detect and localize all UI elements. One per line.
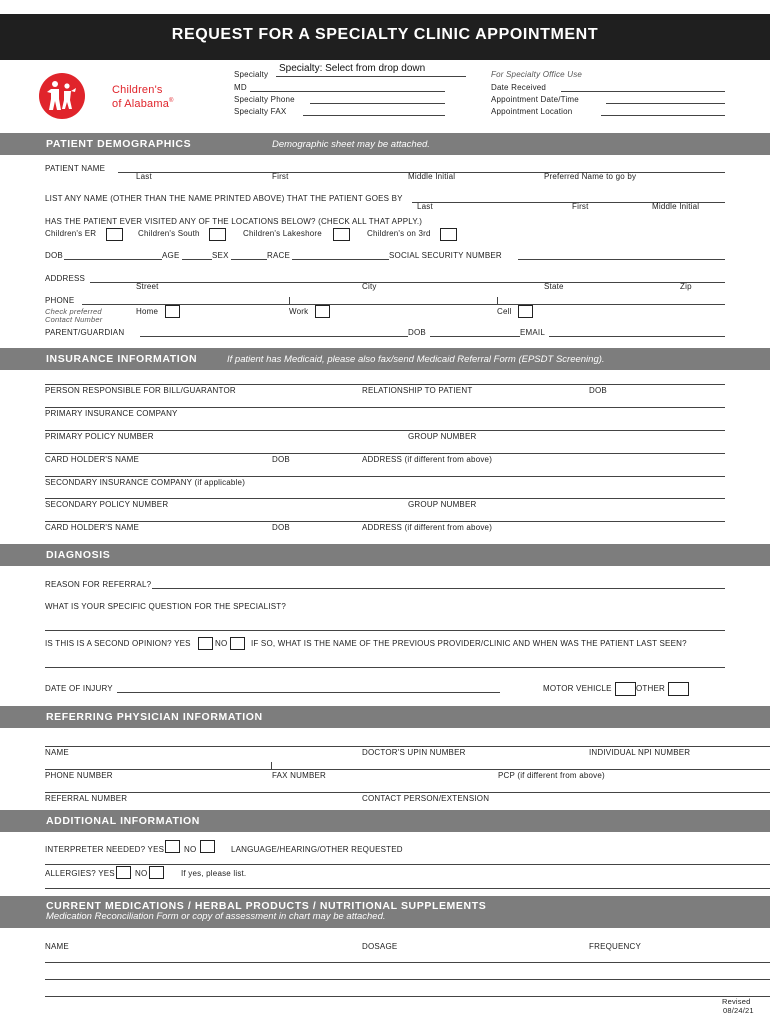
allergies-list-label: If yes, please list. [181,869,247,878]
additional-section-header [0,810,770,832]
other-middle-label: Middle Initial [652,202,700,211]
language-label: LANGUAGE/HEARING/OTHER REQUESTED [231,845,403,854]
loc-3rd-checkbox[interactable] [440,228,457,241]
other-first-label: First [572,202,589,211]
guarantor-dob-label: DOB [589,386,607,395]
specialty-fax-label: Specialty FAX [234,107,287,116]
middle-initial-label: Middle Initial [408,172,456,181]
address-label: ADDRESS [45,274,86,283]
diagnosis-heading: DIAGNOSIS [46,549,111,561]
referral-number-label: REFERRAL NUMBER [45,794,128,803]
date-received-label: Date Received [491,83,547,92]
address-diff-label: ADDRESS (if different from above) [362,455,493,464]
secondary-company-label: SECONDARY INSURANCE COMPANY (if applicable) [45,478,246,487]
ssn-field[interactable] [518,259,725,260]
phone-fax-divider [271,762,272,770]
primary-company-field[interactable] [45,407,725,408]
insurance-heading: INSURANCE INFORMATION [46,353,198,365]
med-row-2[interactable] [45,979,770,980]
physician-phone-label: PHONE NUMBER [45,771,113,780]
diagnosis-section-header [0,544,770,566]
medications-note: Medication Reconciliation Form or copy of assessment in chart may be attached. [46,911,386,922]
physician-name-label: NAME [45,748,69,757]
demographics-note: Demographic sheet may be attached. [272,139,430,150]
loc-er-label: Children's ER [45,229,97,238]
cell-label: Cell [497,307,512,316]
interpreter-label: INTERPRETER NEEDED? YES [45,845,165,854]
language-field[interactable] [45,864,770,865]
loc-lakeshore-checkbox[interactable] [333,228,350,241]
card-holder2-label: CARD HOLDER'S NAME [45,523,140,532]
med-name-label: NAME [45,942,69,951]
registered-icon: ® [169,98,174,104]
office-use-heading: For Specialty Office Use [491,70,583,79]
guardian-dob-field[interactable] [430,336,520,337]
appointment-datetime-field[interactable] [606,103,725,104]
guarantor-field[interactable] [45,384,725,385]
allergies-label: ALLERGIES? YES [45,869,115,878]
interpreter-no-checkbox[interactable] [200,840,215,853]
card-holder2-field[interactable] [45,521,725,522]
demographics-section-header [0,133,770,155]
referring-section-header [0,706,770,728]
primary-policy-label: PRIMARY POLICY NUMBER [45,432,154,441]
email-field[interactable] [549,336,725,337]
upin-label: DOCTOR'S UPIN NUMBER [362,748,466,757]
fax-label: FAX NUMBER [272,771,327,780]
injury-date-label: DATE OF INJURY [45,684,113,693]
specialty-fax-field[interactable] [303,115,445,116]
visited-question: HAS THE PATIENT EVER VISITED ANY OF THE LOCATIONS BELOW? (CHECK ALL THAT APPLY.) [45,217,423,226]
dob-label: DOB [45,251,63,260]
question-label: WHAT IS YOUR SPECIFIC QUESTION FOR THE SPECIALIST? [45,602,287,611]
race-label: RACE [267,251,291,260]
loc-south-checkbox[interactable] [209,228,226,241]
other-checkbox[interactable] [668,682,689,696]
guardian-label: PARENT/GUARDIAN [45,328,125,337]
revised-date: 08/24/21 [723,1006,754,1015]
guardian-field[interactable] [140,336,408,337]
injury-date-field[interactable] [117,692,500,693]
home-checkbox[interactable] [165,305,180,318]
demographics-heading: PATIENT DEMOGRAPHICS [46,138,192,150]
page-title: REQUEST FOR A SPECIALTY CLINIC APPOINTMENT [171,26,599,43]
additional-heading: ADDITIONAL INFORMATION [46,815,200,827]
motor-vehicle-label: MOTOR VEHICLE [543,684,612,693]
guardian-dob-label: DOB [408,328,426,337]
relationship-label: RELATIONSHIP TO PATIENT [362,386,473,395]
card-holder-label: CARD HOLDER'S NAME [45,455,140,464]
phone-divider-1 [289,297,290,305]
sex-field[interactable] [231,259,267,260]
interpreter-no-label: NO [184,845,197,854]
loc-er-checkbox[interactable] [106,228,123,241]
previous-provider-label: IF SO, WHAT IS THE NAME OF THE PREVIOUS PROVIDER/CLINIC AND WHEN WAS THE PATIENT LAST SEEN? [251,639,687,648]
age-label: AGE [162,251,180,260]
allergies-field[interactable] [45,888,770,889]
specialty-phone-label: Specialty Phone [234,95,295,104]
sex-label: SEX [212,251,229,260]
logo-line2 [112,98,174,110]
cell-checkbox[interactable] [518,305,533,318]
work-checkbox[interactable] [315,305,330,318]
allergies-yes-checkbox[interactable] [116,866,131,879]
referral-number-field[interactable] [45,792,770,793]
guarantor-label: PERSON RESPONSIBLE FOR BILL/GUARANTOR [45,386,236,395]
previous-provider-field[interactable] [45,667,725,668]
address-diff2-label: ADDRESS (if different from above) [362,523,493,532]
phone-divider-2 [497,297,498,305]
loc-south-label: Children's South [138,229,200,238]
medications-section-header [0,896,770,928]
allergies-no-label: NO [135,869,148,878]
work-label: Work [289,307,309,316]
allergies-no-checkbox[interactable] [149,866,164,879]
specialty-label: Specialty [234,70,269,79]
med-row-1[interactable] [45,962,770,963]
address-field[interactable] [90,282,725,283]
medications-heading: CURRENT MEDICATIONS / HERBAL PRODUCTS / NUTRITIONAL SUPPLEMENTS [46,900,487,912]
other-last-label: Last [417,202,433,211]
card-holder-field[interactable] [45,453,725,454]
primary-policy-field[interactable] [45,430,725,431]
frequency-label: FREQUENCY [589,942,642,951]
race-field[interactable] [292,259,389,260]
childrens-logo [38,72,198,120]
reason-field[interactable] [152,588,725,589]
med-row-3[interactable] [45,996,770,997]
revised-label: Revised [722,997,751,1006]
secondary-policy-label: SECONDARY POLICY NUMBER [45,500,169,509]
city-label: City [362,282,377,291]
specialty-phone-field[interactable] [310,103,445,104]
loc-lakeshore-label: Children's Lakeshore [243,229,322,238]
appointment-location-field[interactable] [601,115,725,116]
second-opinion-no-label: NO [215,639,228,648]
logo-line2-text: of Alabama [112,98,170,110]
logo-line1: Children's [112,84,163,96]
secondary-policy-field[interactable] [45,498,725,499]
interpreter-yes-checkbox[interactable] [165,840,180,853]
state-label: State [544,282,564,291]
specialty-dropdown[interactable] [276,62,466,77]
npi-label: INDIVIDUAL NPI NUMBER [589,748,691,757]
loc-3rd-label: Children's on 3rd [367,229,431,238]
insurance-section-header [0,348,770,370]
patient-name-label: PATIENT NAME [45,164,106,173]
motor-vehicle-checkbox[interactable] [615,682,636,696]
zip-label: Zip [680,282,692,291]
pcp-label: PCP (if different from above) [498,771,605,780]
md-label: MD [234,83,247,92]
preferred-name-label: Preferred Name to go by [544,172,637,181]
insurance-note: If patient has Medicaid, please also fax/send Medicaid Referral Form (EPSDT Screening). [227,354,605,365]
group-label: GROUP NUMBER [408,432,477,441]
title-bar [0,14,770,60]
dob-field[interactable] [64,259,162,260]
phone-label: PHONE [45,296,75,305]
second-opinion-label: IS THIS IS A SECOND OPINION? YES [45,639,191,648]
md-field[interactable] [250,91,445,92]
secondary-company-field[interactable] [45,476,725,477]
second-opinion-yes-checkbox[interactable] [198,637,213,650]
group2-label: GROUP NUMBER [408,500,477,509]
logo-mark-icon [38,72,86,120]
home-label: Home [136,307,159,316]
email-label: EMAIL [520,328,546,337]
contact-person-label: CONTACT PERSON/EXTENSION [362,794,490,803]
card-holder-dob-label: DOB [272,455,290,464]
appointment-datetime-label: Appointment Date/Time [491,95,579,104]
physician-phone-field[interactable] [45,769,770,770]
age-field[interactable] [182,259,212,260]
contact-number-label: Contact Number [45,315,103,324]
second-opinion-no-checkbox[interactable] [230,637,245,650]
reason-label: REASON FOR REFERRAL? [45,580,152,589]
street-label: Street [136,282,159,291]
referring-heading: REFERRING PHYSICIAN INFORMATION [46,711,263,723]
appointment-location-label: Appointment Location [491,107,573,116]
first-label: First [272,172,289,181]
specialty-dropdown-value: Specialty: Select from drop down [279,63,426,74]
primary-company-label: PRIMARY INSURANCE COMPANY [45,409,178,418]
ssn-label: SOCIAL SECURITY NUMBER [389,251,502,260]
other-name-label: LIST ANY NAME (OTHER THAN THE NAME PRINTED ABOVE) THAT THE PATIENT GOES BY [45,194,403,203]
date-received-field[interactable] [561,91,725,92]
check-preferred-label: Check preferred [45,307,102,316]
last-label: Last [136,172,152,181]
card-holder2-dob-label: DOB [272,523,290,532]
dosage-label: DOSAGE [362,942,398,951]
physician-name-field[interactable] [45,746,770,747]
question-field[interactable] [45,630,725,631]
other-label: OTHER [636,684,665,693]
